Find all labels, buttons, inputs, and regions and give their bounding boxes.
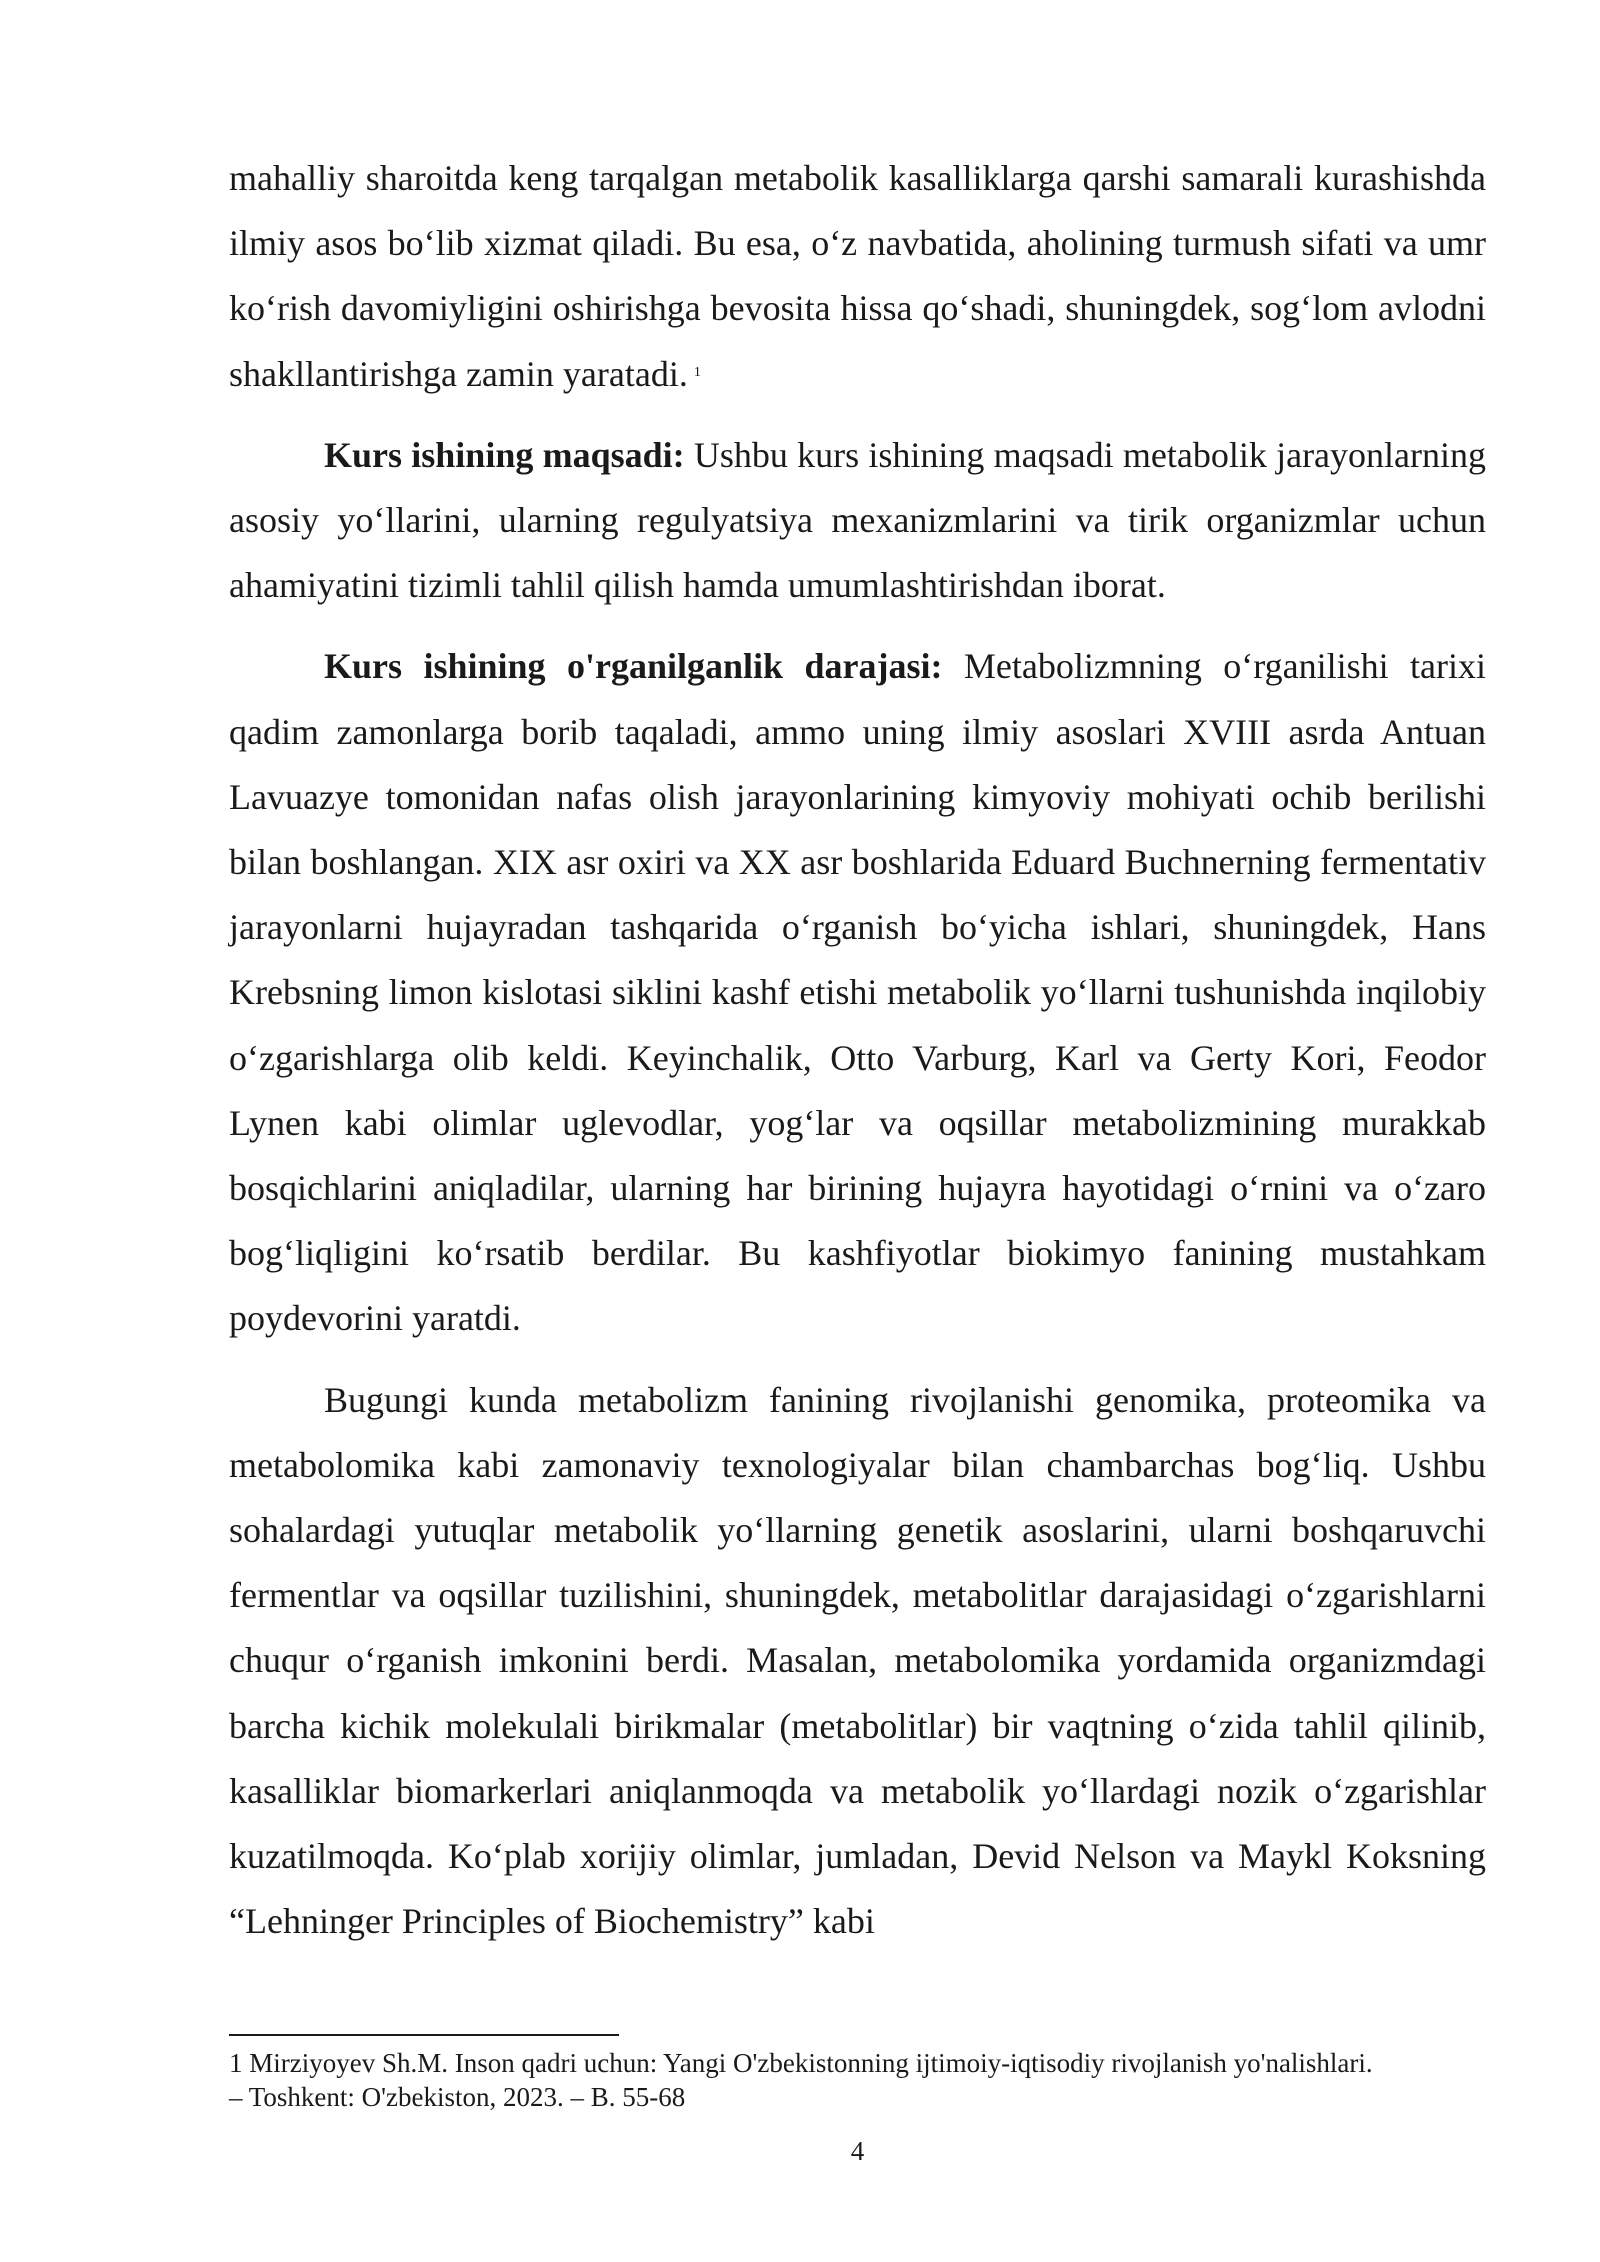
footnote-line-2: – Toshkent: O'zbekiston, 2023. – B. 55-68 (229, 2082, 686, 2112)
paragraph-heading: Kurs ishining o'rganilganlik darajasi: (324, 646, 943, 687)
paragraph-study-level (229, 634, 1486, 1351)
paragraph-text: Metabolizmning o‘rganilishi tarixi qadim zamonlarga borib taqaladi, ammo uning ilmiy asoslari XVIII asrda Antuan Lavuazye tomonidan nafas olish jarayonlarining kimyoviy mohiyati ochib berilishi bilan boshlangan. XIX asr oxiri va XX asr boshlarida Eduard Buchnerning fermentativ jarayonlarni hujayradan tashqarida o‘rganish bo‘yicha ishlari, shuningdek, Hans Krebsning limon kislotasi siklini kashf etishi metabolik yo‘llarni tushunishda inqilobiy o‘zgarishlarga olib keldi. Keyinchalik, Otto Varburg, Karl va Gerty Kori, Feodor Lynen kabi olimlar uglevodlar, yog‘lar va oqsillar metabolizmining murakkab bosqichlarini aniqladilar, ularning har birining hujayra hayotidagi o‘rnini va o‘zaro bog‘liqligini ko‘rsatib berdilar. Bu kashfiyotlar biokimyo fanining mustahkam poydevorini yaratdi. (229, 646, 1486, 1339)
footnote-line-1: 1 Mirziyoyev Sh.M. Inson qadri uchun: Yangi O'zbekistonning ijtimoiy-iqtisodiy rivojlanish yo'nalishlari. (229, 2048, 1373, 2078)
paragraph-text: Bugungi kunda metabolizm fanining rivojlanishi genomika, proteomika va metabolomika kabi zamonaviy texnologiyalar bilan chambarchas bog‘liq. Ushbu sohalardagi yutuqlar metabolik yo‘llarning genetik asoslarini, ularni boshqaruvchi fermentlar va oqsillar tuzilishini, shuningdek, metabolitlar darajasidagi o‘zgarishlarni chuqur o‘rganish imkonini berdi. Masalan, metabolomika yordamida organizmdagi barcha kichik molekulali birikmalar (metabolitlar) bir vaqtning o‘zida tahlil qilinib, kasalliklar biomarkerlari aniqlanmoqda va metabolik yo‘llardagi nozik o‘zgarishlar kuzatilmoqda. Ko‘plab xorijiy olimlar, jumladan, Devid Nelson va Maykl Koksning “Lehninger Principles of Biochemistry” kabi (229, 1379, 1486, 1942)
paragraph-text: Ushbu kurs ishining maqsadi metabolik jarayonlarning asosiy yo‘llarini, ularning regulyatsiya mexanizmlarini va tirik organizmlar uchun ahamiyatini tizimli tahlil qilish hamda umumlashtirishdan iborat. (229, 434, 1486, 606)
paragraph-intro-continuation (229, 146, 1486, 407)
page-number: 4 (850, 2136, 865, 2166)
paragraph-heading: Kurs ishining maqsadi: (324, 434, 685, 475)
paragraph-text: mahalliy sharoitda keng tarqalgan metabolik kasalliklarga qarshi samarali kurashishda ilmiy asos bo‘lib xizmat qiladi. Bu esa, o‘z navbatida, aholining turmush sifati va umr ko‘rish davomiyligini oshirishga bevosita hissa qo‘shadi, shuningdek, sog‘lom avlodni shakllantirishga zamin yaratadi. (229, 158, 1486, 394)
paragraph-modern-development (229, 1368, 1486, 1955)
footnote-reference: 1 (693, 364, 701, 380)
body-text (229, 146, 1486, 1970)
footnote (229, 2046, 1486, 2114)
paragraph-goal (229, 423, 1486, 619)
footnote-separator (229, 2034, 619, 2036)
